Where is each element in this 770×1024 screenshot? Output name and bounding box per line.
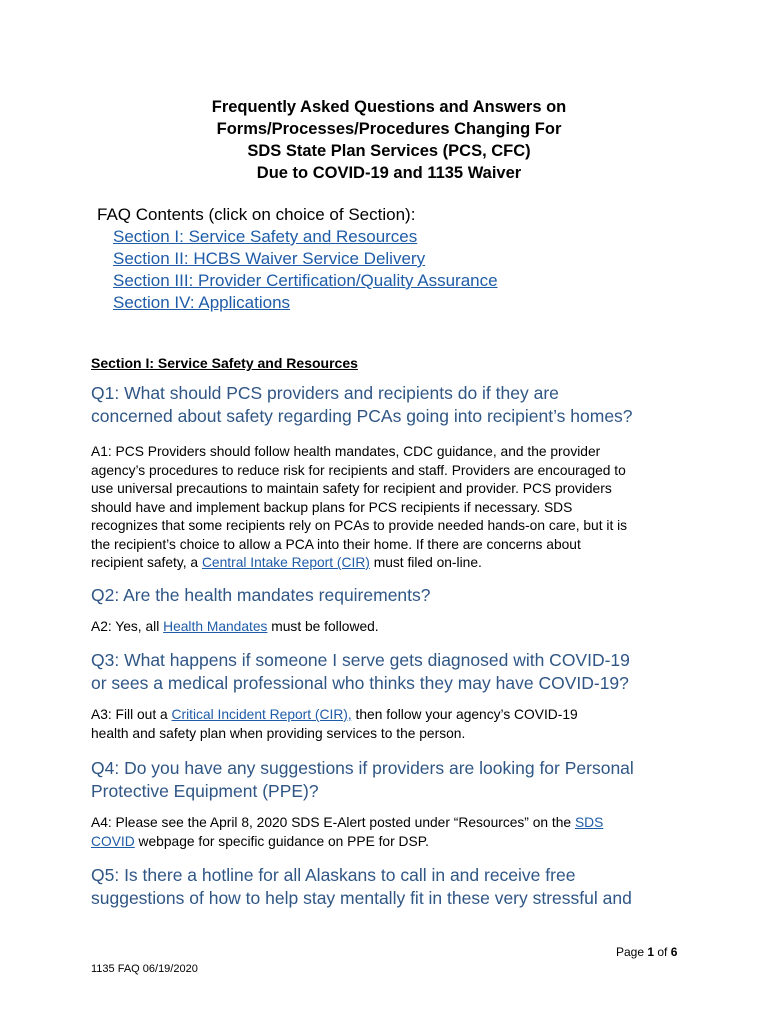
answer-1-line-5: recognizes that some recipients rely on PCAs to provide needed hands-on care, but it is [91,518,628,533]
question-3 [91,649,630,695]
answer-2 [91,618,379,637]
question-2-line-1: Q2: Are the health mandates requirements? [91,585,431,605]
page-of-label: of [654,945,671,959]
answer-1-line-6: the recipient’s choice to allow a PCA into their home. If there are concerns about [91,536,581,552]
toc-heading: FAQ Contents (click on choice of Section): [97,205,416,224]
critical-incident-report-link[interactable]: Critical Incident Report (CIR), [171,707,352,722]
page-total: 6 [670,945,678,959]
answer-2-text-pre: A2: Yes, all [91,619,164,634]
page-number [616,944,677,960]
question-5-line-1: Q5: Is there a hotline for all Alaskans to call in and receive free [91,865,576,885]
answer-4-line-2 [91,833,603,852]
answer-4-text-pre: A4: Please see the April 8, 2020 SDS E-Alert posted under “Resources” on the [91,815,575,830]
toc-list [113,226,498,314]
title-line-3: SDS State Plan Services (PCS, CFC) [247,142,531,160]
answer-2-line-1 [91,618,379,637]
answer-1-line-4: should have and implement backup plans for PCS recipients if necessary. SDS [91,499,573,515]
question-1 [91,382,633,428]
answer-3-text-post: then follow your agency’s COVID-19 [351,707,578,722]
answer-4-text-post: webpage for specific guidance on PPE for DSP. [134,833,429,849]
question-4-line-1: Q4: Do you have any suggestions if providers are looking for Personal [91,758,634,778]
toc-link-section-1[interactable]: Section I: Service Safety and Resources [113,227,418,246]
question-5 [91,864,632,910]
central-intake-report-link[interactable]: Central Intake Report (CIR) [201,555,370,570]
title-line-2: Forms/Processes/Procedures Changing For [216,120,562,138]
toc-link-section-4[interactable]: Section IV: Applications [113,293,291,312]
title-line-4: Due to COVID-19 and 1135 Waiver [256,164,522,182]
question-1-line-1: Q1: What should PCS providers and recipients do if they are [91,383,559,403]
question-4-line-2: Protective Equipment (PPE)? [91,781,319,801]
title-line-1: Frequently Asked Questions and Answers on [211,98,567,116]
answer-2-text-post: must be followed. [267,619,379,634]
answer-1-line-3: use universal precautions to maintain safety for recipient and provider. PCS providers [91,481,612,496]
question-3-line-1: Q3: What happens if someone I serve gets diagnosed with COVID-19 [91,650,630,670]
answer-3 [91,706,578,743]
section-1-heading: Section I: Service Safety and Resources [91,355,358,371]
answer-3-line-2: health and safety plan when providing services to the person. [91,725,466,741]
sds-covid-link-part-2[interactable]: COVID [91,833,135,849]
question-4 [91,757,634,803]
toc-link-section-3[interactable]: Section III: Provider Certification/Quality Assurance [113,271,498,290]
answer-1-line-1: A1: PCS Providers should follow health mandates, CDC guidance, and the provider [91,444,601,459]
health-mandates-link[interactable]: Health Mandates [163,619,268,634]
answer-4 [91,814,603,851]
answer-1-text-post: must filed on-line. [369,555,482,570]
answer-3-text-pre: A3: Fill out a [91,707,172,722]
toc-link-section-2[interactable]: Section II: HCBS Waiver Service Delivery [113,249,426,268]
document-id: 1135 FAQ 06/19/2020 [91,963,198,975]
answer-1-line-2: agency’s procedures to reduce risk for recipients and staff. Providers are encouraged to [91,462,626,478]
question-3-line-2: or sees a medical professional who thinks they may have COVID-19? [91,673,629,693]
document-title [90,96,688,184]
answer-1-text-pre: recipient safety, a [91,555,202,570]
question-2 [91,584,431,607]
answer-1-line-7 [91,554,627,573]
answer-1 [91,443,627,573]
page-current: 1 [647,945,655,959]
page-label: Page [616,945,648,959]
sds-covid-link-part-1[interactable]: SDS [574,815,604,830]
answer-3-line-1 [91,706,578,725]
question-1-line-2: concerned about safety regarding PCAs going into recipient’s homes? [91,406,633,426]
question-5-line-2: suggestions of how to help stay mentally fit in these very stressful and [91,888,632,908]
answer-4-line-1 [91,814,603,833]
